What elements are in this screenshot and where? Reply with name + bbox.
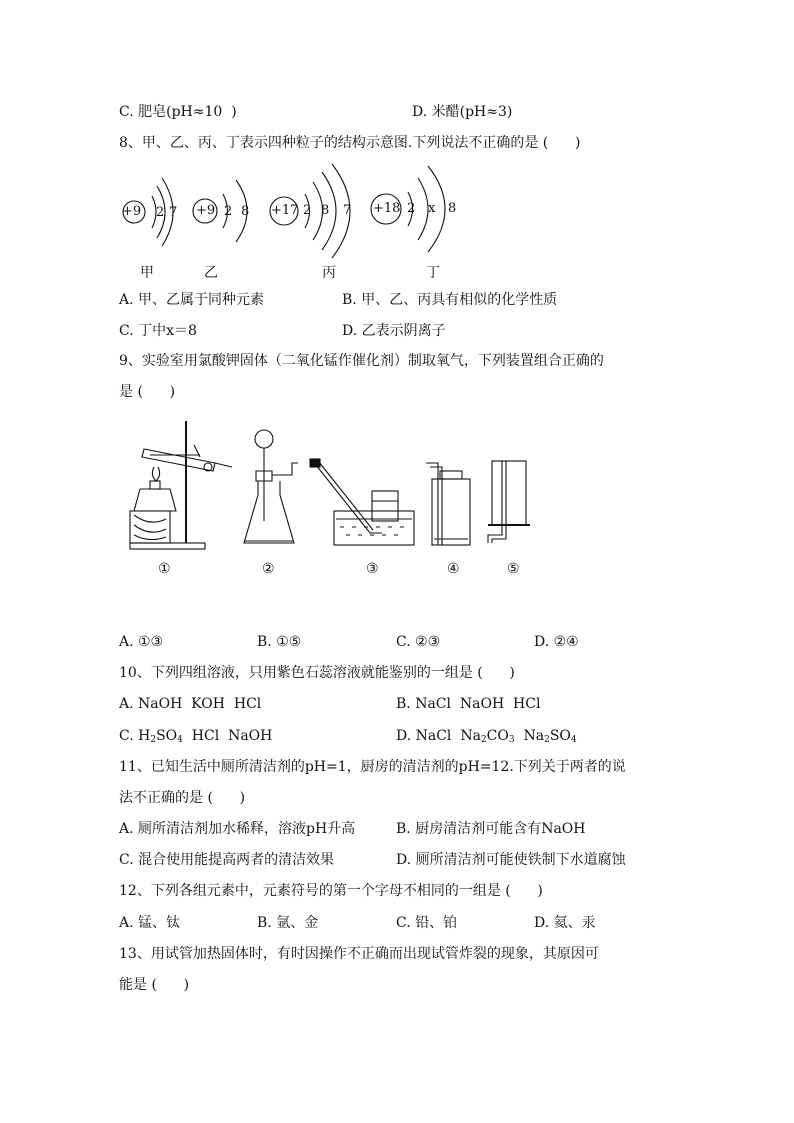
q8-option-a: A. 甲、乙属于同种元素 (119, 292, 265, 308)
apparatus-3-water-trough (310, 459, 414, 545)
lab-apparatus-svg (120, 415, 540, 560)
apparatus-5-inverted-jar (488, 461, 530, 543)
q11-option-b: B. 厨房清洁剂可能含有NaOH (396, 821, 586, 837)
apparatus-3-label: ③ (366, 561, 379, 577)
atom-structure-diagrams (110, 160, 480, 260)
q8-option-d: D. 乙表示阴离子 (342, 323, 446, 339)
atom-1-name: 甲 (140, 265, 154, 281)
apparatus-1-label: ① (158, 561, 171, 577)
atom-2-shell-count-2: 8 (241, 204, 250, 219)
atom-1-shell-count-2: 7 (169, 205, 178, 220)
q7-option-c: C. 肥皂(pH≈10 ) (119, 104, 237, 120)
q11-option-a: A. 厕所清洁剂加水稀释，溶液pH升高 (119, 821, 356, 837)
atom-4-shell-count-1: 2 (407, 201, 416, 216)
apparatus-4-gas-jar (426, 463, 470, 545)
q9-option-d: D. ②④ (534, 634, 579, 650)
atom-3-name: 丙 (322, 265, 336, 281)
atom-2-nucleus: +9 (196, 203, 216, 218)
atom-1-nucleus: +9 (122, 204, 142, 219)
atom-3-shell-count-2: 8 (321, 203, 330, 218)
atom-4-nucleus: +18 (373, 201, 401, 216)
q8-option-b: B. 甲、乙、丙具有相似的化学性质 (342, 292, 558, 308)
q12-stem: 12、下列各组元素中，元素符号的第一个字母不相同的一组是 ( ) (119, 883, 543, 899)
q8-option-c: C. 丁中x＝8 (119, 323, 197, 339)
apparatus-2-label: ② (262, 561, 275, 577)
q10-option-a: A. NaOH KOH HCl (119, 696, 262, 712)
apparatus-4-label: ④ (447, 561, 460, 577)
q9-stem-line-2: 是 ( ) (119, 384, 176, 400)
q9-option-c: C. ②③ (396, 634, 441, 650)
q10-option-c: C. $H_2SO_4$ HCl NaOH (119, 728, 273, 745)
q12-option-a: A. 锰、钛 (119, 915, 181, 931)
atom-3-shell-count-3: 7 (343, 203, 352, 218)
atom-3-nucleus: +17 (271, 203, 299, 218)
atom-3-shell-count-1: 2 (303, 203, 312, 218)
atom-2-shell-count-1: 2 (224, 204, 233, 219)
lab-apparatus-figure (120, 415, 540, 577)
q10-stem: 10、下列四组溶液，只用紫色石蕊溶液就能鉴别的一组是 ( ) (119, 665, 515, 681)
q13-stem-line-1: 13、用试管加热固体时，有时因操作不正确而出现试管炸裂的现象，其原因可 (119, 946, 599, 962)
apparatus-2-flask-funnel (244, 430, 298, 543)
q11-stem-line-1: 11、已知生活中厕所清洁剂的pH=1，厨房的清洁剂的pH=12.下列关于两者的说 (119, 759, 626, 775)
q11-option-c: C. 混合使用能提高两者的清洁效果 (119, 852, 335, 868)
q9-stem-line-1: 9、实验室用氯酸钾固体（二氧化锰作催化剂）制取氧气，下列装置组合正确的 (119, 353, 604, 369)
apparatus-5-label: ⑤ (507, 561, 520, 577)
q7-option-d: D. 米醋(pH≈3) (412, 104, 513, 120)
q13-stem-line-2: 能是 ( ) (119, 977, 190, 993)
atom-4-shell-2 (418, 178, 428, 240)
q9-option-a: A. ①③ (119, 634, 164, 650)
q12-option-d: D. 氦、汞 (534, 915, 596, 931)
q12-option-c: C. 铅、铂 (396, 915, 458, 931)
atom-4-name: 丁 (426, 265, 440, 281)
q12-option-b: B. 氩、金 (257, 915, 319, 931)
q9-option-b: B. ①⑤ (257, 634, 302, 650)
atom-4-shell-count-3: 8 (448, 201, 457, 216)
q8-stem: 8、甲、乙、丙、丁表示四种粒子的结构示意图.下列说法不正确的是 ( ) (119, 135, 581, 151)
q11-stem-line-2: 法不正确的是 ( ) (119, 790, 246, 806)
atom-4-shell-count-2: x (428, 201, 436, 216)
q11-option-d: D. 厕所清洁剂可能使铁制下水道腐蚀 (396, 852, 626, 868)
apparatus-1-heating-setup (130, 421, 232, 549)
atom-2-name: 乙 (204, 265, 218, 281)
q10-option-b: B. NaCl NaOH HCl (396, 696, 541, 712)
q10-option-d: D. NaCl $Na_2CO_3$ $Na_2SO_4$ (396, 728, 577, 745)
atom-1-shell-count-1: 2 (156, 205, 165, 220)
